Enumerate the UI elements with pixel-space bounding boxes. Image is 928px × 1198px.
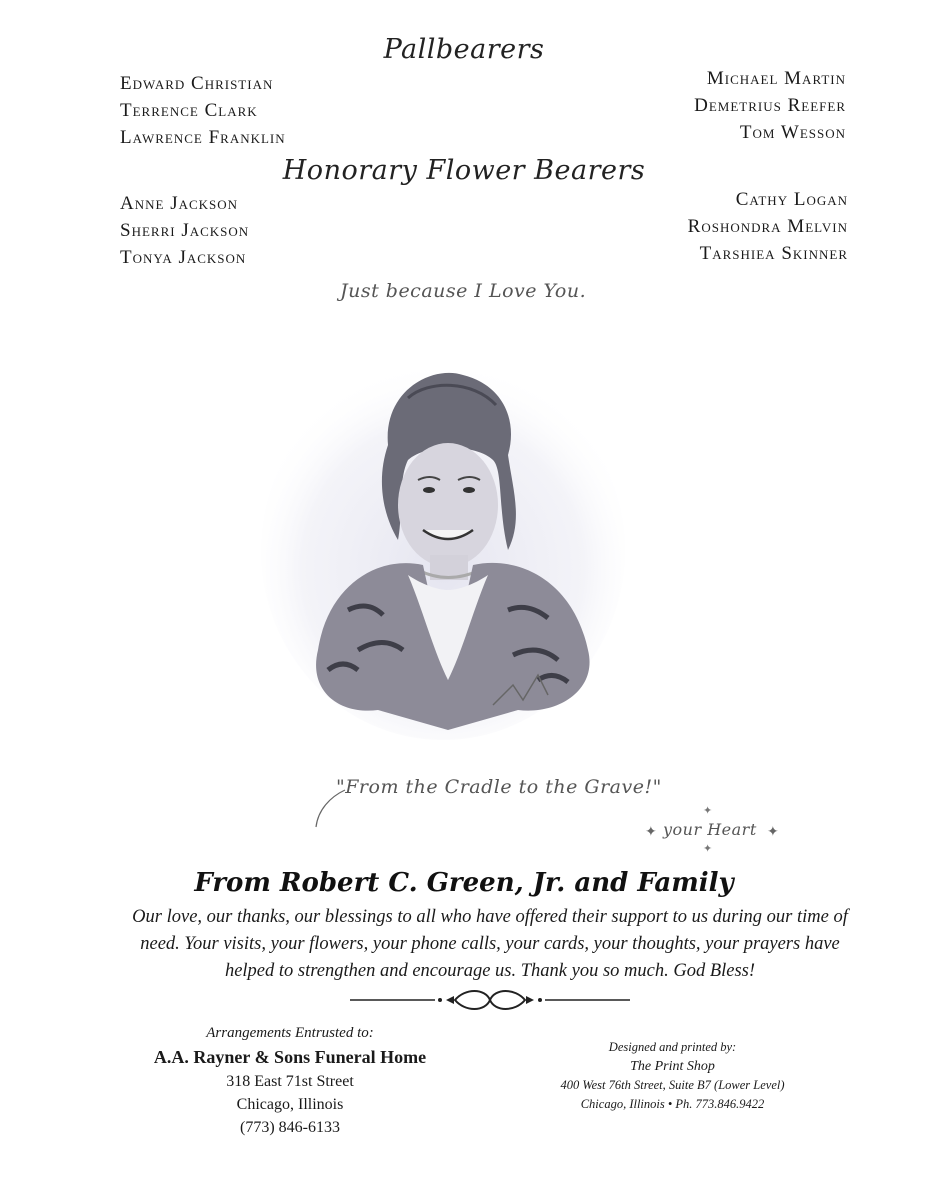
pallbearer-name: Tom Wesson bbox=[739, 122, 846, 143]
portrait-sketch bbox=[258, 350, 628, 740]
star-icon: ✦ bbox=[703, 805, 713, 817]
flower-bearer-name: Roshondra Melvin bbox=[687, 216, 848, 237]
pallbearers-right-list bbox=[694, 65, 846, 146]
pallbearer-name: Terrence Clark bbox=[120, 100, 258, 121]
your-heart-signature bbox=[645, 805, 785, 860]
star-icon: ✦ bbox=[703, 843, 713, 855]
family-title: From Robert C. Green, Jr. and Family bbox=[194, 868, 734, 898]
pallbearer-name: Edward Christian bbox=[120, 73, 274, 94]
flower-bearers-left-list bbox=[120, 190, 249, 271]
flower-bearer-name: Sherri Jackson bbox=[120, 220, 250, 241]
flower-bearer-name: Cathy Logan bbox=[735, 189, 848, 210]
printer-name: The Print Shop bbox=[630, 1059, 715, 1074]
flower-bearer-name: Tarshiea Skinner bbox=[699, 243, 848, 264]
flower-bearer-name: Anne Jackson bbox=[120, 193, 239, 214]
printer-credits bbox=[540, 1038, 805, 1114]
funeral-home-street: 318 East 71st Street bbox=[226, 1073, 354, 1090]
star-icon: ✦ bbox=[645, 825, 657, 840]
printer-label: Designed and printed by: bbox=[608, 1040, 737, 1054]
pallbearer-name: Lawrence Franklin bbox=[120, 127, 286, 148]
flower-bearers-heading: Honorary Flower Bearers bbox=[282, 155, 646, 186]
flower-bearer-name: Tonya Jackson bbox=[120, 247, 247, 268]
ornamental-divider-icon bbox=[350, 988, 630, 1012]
funeral-home-phone: (773) 846-6133 bbox=[240, 1119, 340, 1136]
pallbearer-name: Demetrius Reefer bbox=[694, 95, 846, 116]
pallbearer-name: Michael Martin bbox=[706, 68, 846, 89]
handwritten-flourish-icon bbox=[310, 785, 350, 830]
star-icon: ✦ bbox=[767, 825, 779, 840]
arrangements-label: Arrangements Entrusted to: bbox=[206, 1025, 374, 1041]
printer-city-phone: Chicago, Illinois • Ph. 773.846.9422 bbox=[580, 1097, 765, 1111]
handwritten-cradle-quote: "From the Cradle to the Grave!" bbox=[336, 776, 662, 798]
funeral-home-city: Chicago, Illinois bbox=[236, 1096, 344, 1113]
pallbearers-left-list bbox=[120, 70, 286, 151]
flower-bearers-right-list bbox=[688, 186, 848, 267]
handwritten-love-note: Just because I Love You. bbox=[340, 280, 587, 302]
your-heart-text: your Heart bbox=[663, 820, 757, 839]
printer-address: 400 West 76th Street, Suite B7 (Lower Level) bbox=[560, 1078, 785, 1092]
funeral-home-info bbox=[140, 1022, 440, 1139]
pallbearers-heading: Pallbearers bbox=[383, 34, 545, 65]
funeral-home-name: A.A. Rayner & Sons Funeral Home bbox=[153, 1047, 427, 1067]
family-message: Our love, our thanks, our blessings to all who have offered their support to us during our time of need. Your visits, your flowers, your phone calls, your cards, your thoughts, your prayers have helped to strengthen and encourage us. Thank you so much. God Bless! bbox=[132, 907, 848, 981]
